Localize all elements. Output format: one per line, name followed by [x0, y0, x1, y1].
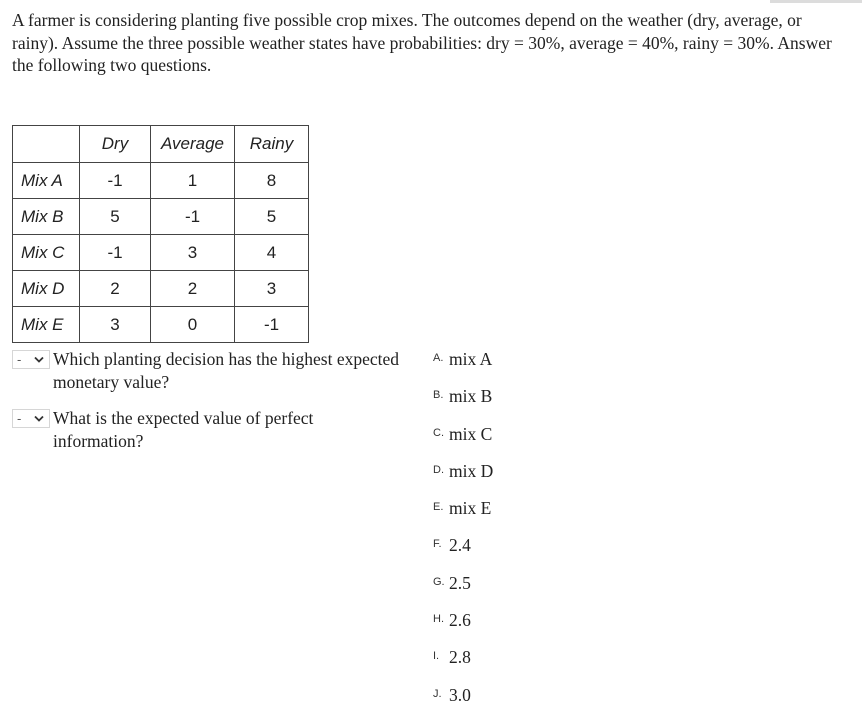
dropdown-value: - — [17, 411, 22, 426]
header-average: Average — [151, 126, 235, 163]
cell-rainy: 3 — [235, 271, 309, 307]
table-row — [13, 235, 309, 271]
top-scroll-bar — [770, 0, 862, 3]
answer-text: 2.4 — [449, 535, 471, 556]
cell-average: -1 — [151, 199, 235, 235]
row-label: Mix D — [13, 271, 80, 307]
cell-rainy: 5 — [235, 199, 309, 235]
answer-letter: E. — [433, 501, 444, 514]
answer-text: mix B — [449, 386, 493, 407]
answer-option — [433, 348, 493, 385]
chevron-down-icon — [33, 413, 45, 424]
answer-text: mix C — [449, 423, 493, 444]
answer-letter: I. — [433, 650, 440, 663]
answer-letter: F. — [433, 538, 442, 551]
answer-option — [433, 572, 493, 609]
question-text: Which planting decision has the highest expected monetary value? — [53, 349, 400, 392]
cell-average: 1 — [151, 163, 235, 199]
answer-letter: J. — [433, 687, 442, 700]
answer-text: 2.6 — [449, 610, 471, 631]
table-row — [13, 307, 309, 343]
answer-letter: H. — [433, 613, 444, 626]
answer-letter: A. — [433, 352, 444, 364]
answer-letter: B. — [433, 389, 444, 402]
answer-text: 2.5 — [449, 572, 471, 593]
table-row — [13, 271, 309, 307]
answer-text: 2.8 — [449, 647, 471, 668]
answer-option — [433, 534, 493, 571]
cell-average: 2 — [151, 271, 235, 307]
answer-option — [433, 646, 493, 683]
cell-dry: 3 — [80, 307, 151, 343]
row-label: Mix E — [13, 307, 80, 343]
cell-average: 0 — [151, 307, 235, 343]
payoff-table — [12, 125, 309, 343]
cell-rainy: 8 — [235, 163, 309, 199]
problem-intro: A farmer is considering planting five possible crop mixes. The outcomes depend on the weather (dry, average, or rainy). Assume the three possible weather states have probabilities: dry = 30%, average = 40%, rainy = 30%. Answer the following two questions. — [12, 10, 832, 75]
answer-option — [433, 460, 493, 497]
cell-average: 3 — [151, 235, 235, 271]
answer-option — [433, 385, 493, 422]
answer-letter: D. — [433, 463, 444, 476]
cell-dry: -1 — [80, 163, 151, 199]
answer-text: 3.0 — [449, 684, 471, 705]
answer-option — [433, 609, 493, 646]
answer-text: mix A — [449, 349, 493, 369]
cell-dry: -1 — [80, 235, 151, 271]
header-dry: Dry — [80, 126, 151, 163]
row-label: Mix C — [13, 235, 80, 271]
question-text: What is the expected value of perfect information? — [53, 408, 314, 451]
cell-dry: 5 — [80, 199, 151, 235]
cell-dry: 2 — [80, 271, 151, 307]
header-corner — [13, 126, 80, 163]
table-row — [13, 199, 309, 235]
cell-rainy: 4 — [235, 235, 309, 271]
answer-text: mix E — [449, 498, 492, 519]
answer-option — [433, 684, 493, 721]
chevron-down-icon — [33, 354, 45, 365]
answer-letter: C. — [433, 426, 444, 439]
header-rainy: Rainy — [235, 126, 309, 163]
answer-text: mix D — [449, 460, 494, 481]
table-row — [13, 163, 309, 199]
answer-option — [433, 497, 493, 534]
table-header-row — [13, 126, 309, 163]
answer-letter: G. — [433, 575, 445, 588]
answer-options-list — [433, 348, 493, 721]
dropdown-value: - — [17, 352, 22, 367]
row-label: Mix A — [13, 163, 80, 199]
answer-dropdown-emv[interactable] — [12, 350, 50, 369]
cell-rainy: -1 — [235, 307, 309, 343]
answer-option — [433, 423, 493, 460]
answer-dropdown-evpi[interactable] — [12, 409, 50, 428]
row-label: Mix B — [13, 199, 80, 235]
